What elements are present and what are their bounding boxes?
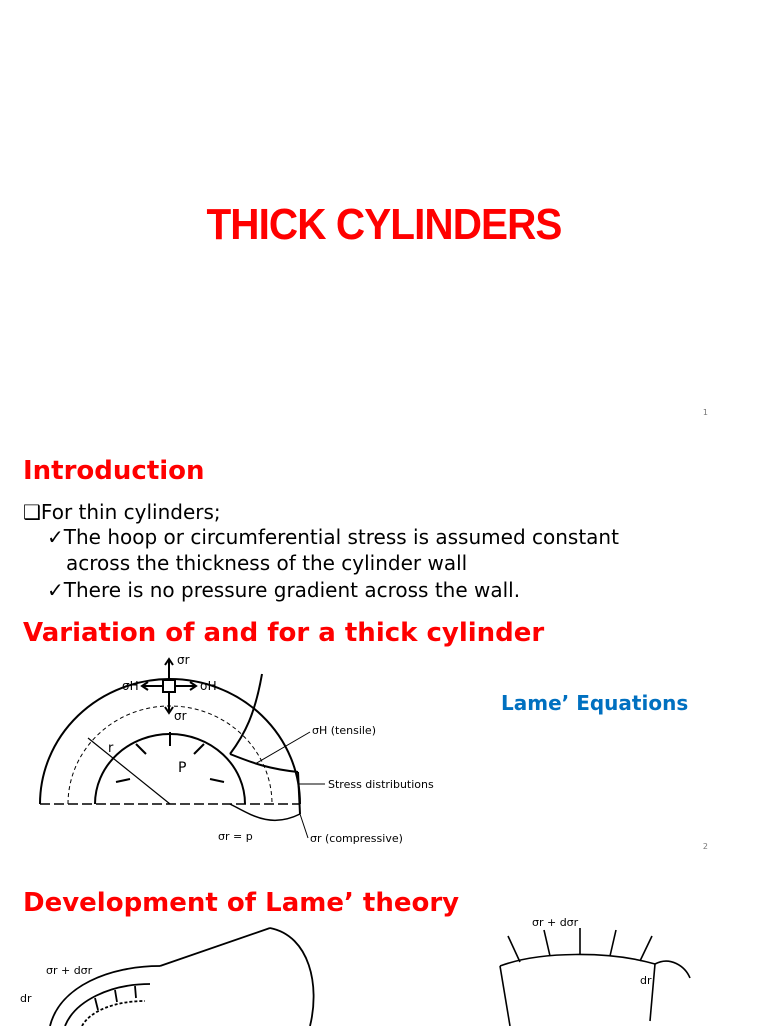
development-heading: Development of Lame’ theory: [23, 888, 460, 918]
fig-pressure-label: P: [178, 760, 187, 776]
fig-radius-label: r: [108, 741, 114, 756]
fig-sigma-h-left: σH: [122, 679, 139, 693]
thick-cylinder-stress-figure: [30, 654, 500, 844]
page-number: 2: [702, 842, 708, 851]
fig-sigma-r-dr-2: σr + dσr: [532, 916, 579, 929]
fig-compressive-label: σr (compressive): [310, 832, 403, 844]
lame-equations-label: Lame’ Equations: [501, 691, 689, 715]
slide-3: [0, 864, 768, 1024]
slide-2: [0, 432, 768, 864]
check-pressure-gradient: ✓There is no pressure gradient across the wall.: [47, 578, 521, 602]
fig-sigma-r-dr: σr + dσr: [46, 964, 93, 977]
fig-sigma-eq-p-label: σr = p: [218, 830, 253, 843]
stress-element-figure: [450, 916, 700, 1026]
bullet-thin-cylinders: ❑For thin cylinders;: [23, 500, 221, 524]
introduction-heading: Introduction: [23, 456, 205, 486]
fig-tensile-label: σH (tensile): [312, 724, 376, 737]
fig-sigma-h-right: σH: [200, 679, 217, 693]
slide-title: THICK CYLINDERS: [206, 200, 562, 249]
cylinder-element-figure: [20, 926, 320, 1026]
fig-dr-2: dr: [640, 974, 652, 987]
slide-1: [0, 0, 768, 432]
fig-stress-distributions-label: Stress distributions: [328, 778, 434, 791]
fig-dr: dr: [20, 992, 32, 1005]
page-number: 1: [702, 408, 708, 417]
check-hoop-stress-line1: ✓The hoop or circumferential stress is assumed constant: [47, 525, 619, 549]
fig-sigma-r-inner: σr: [174, 709, 187, 723]
variation-heading: Variation of and for a thick cylinder: [23, 618, 545, 648]
check-hoop-stress-line2: across the thickness of the cylinder wall: [66, 551, 468, 575]
fig-sigma-r-top: σr: [177, 654, 190, 667]
